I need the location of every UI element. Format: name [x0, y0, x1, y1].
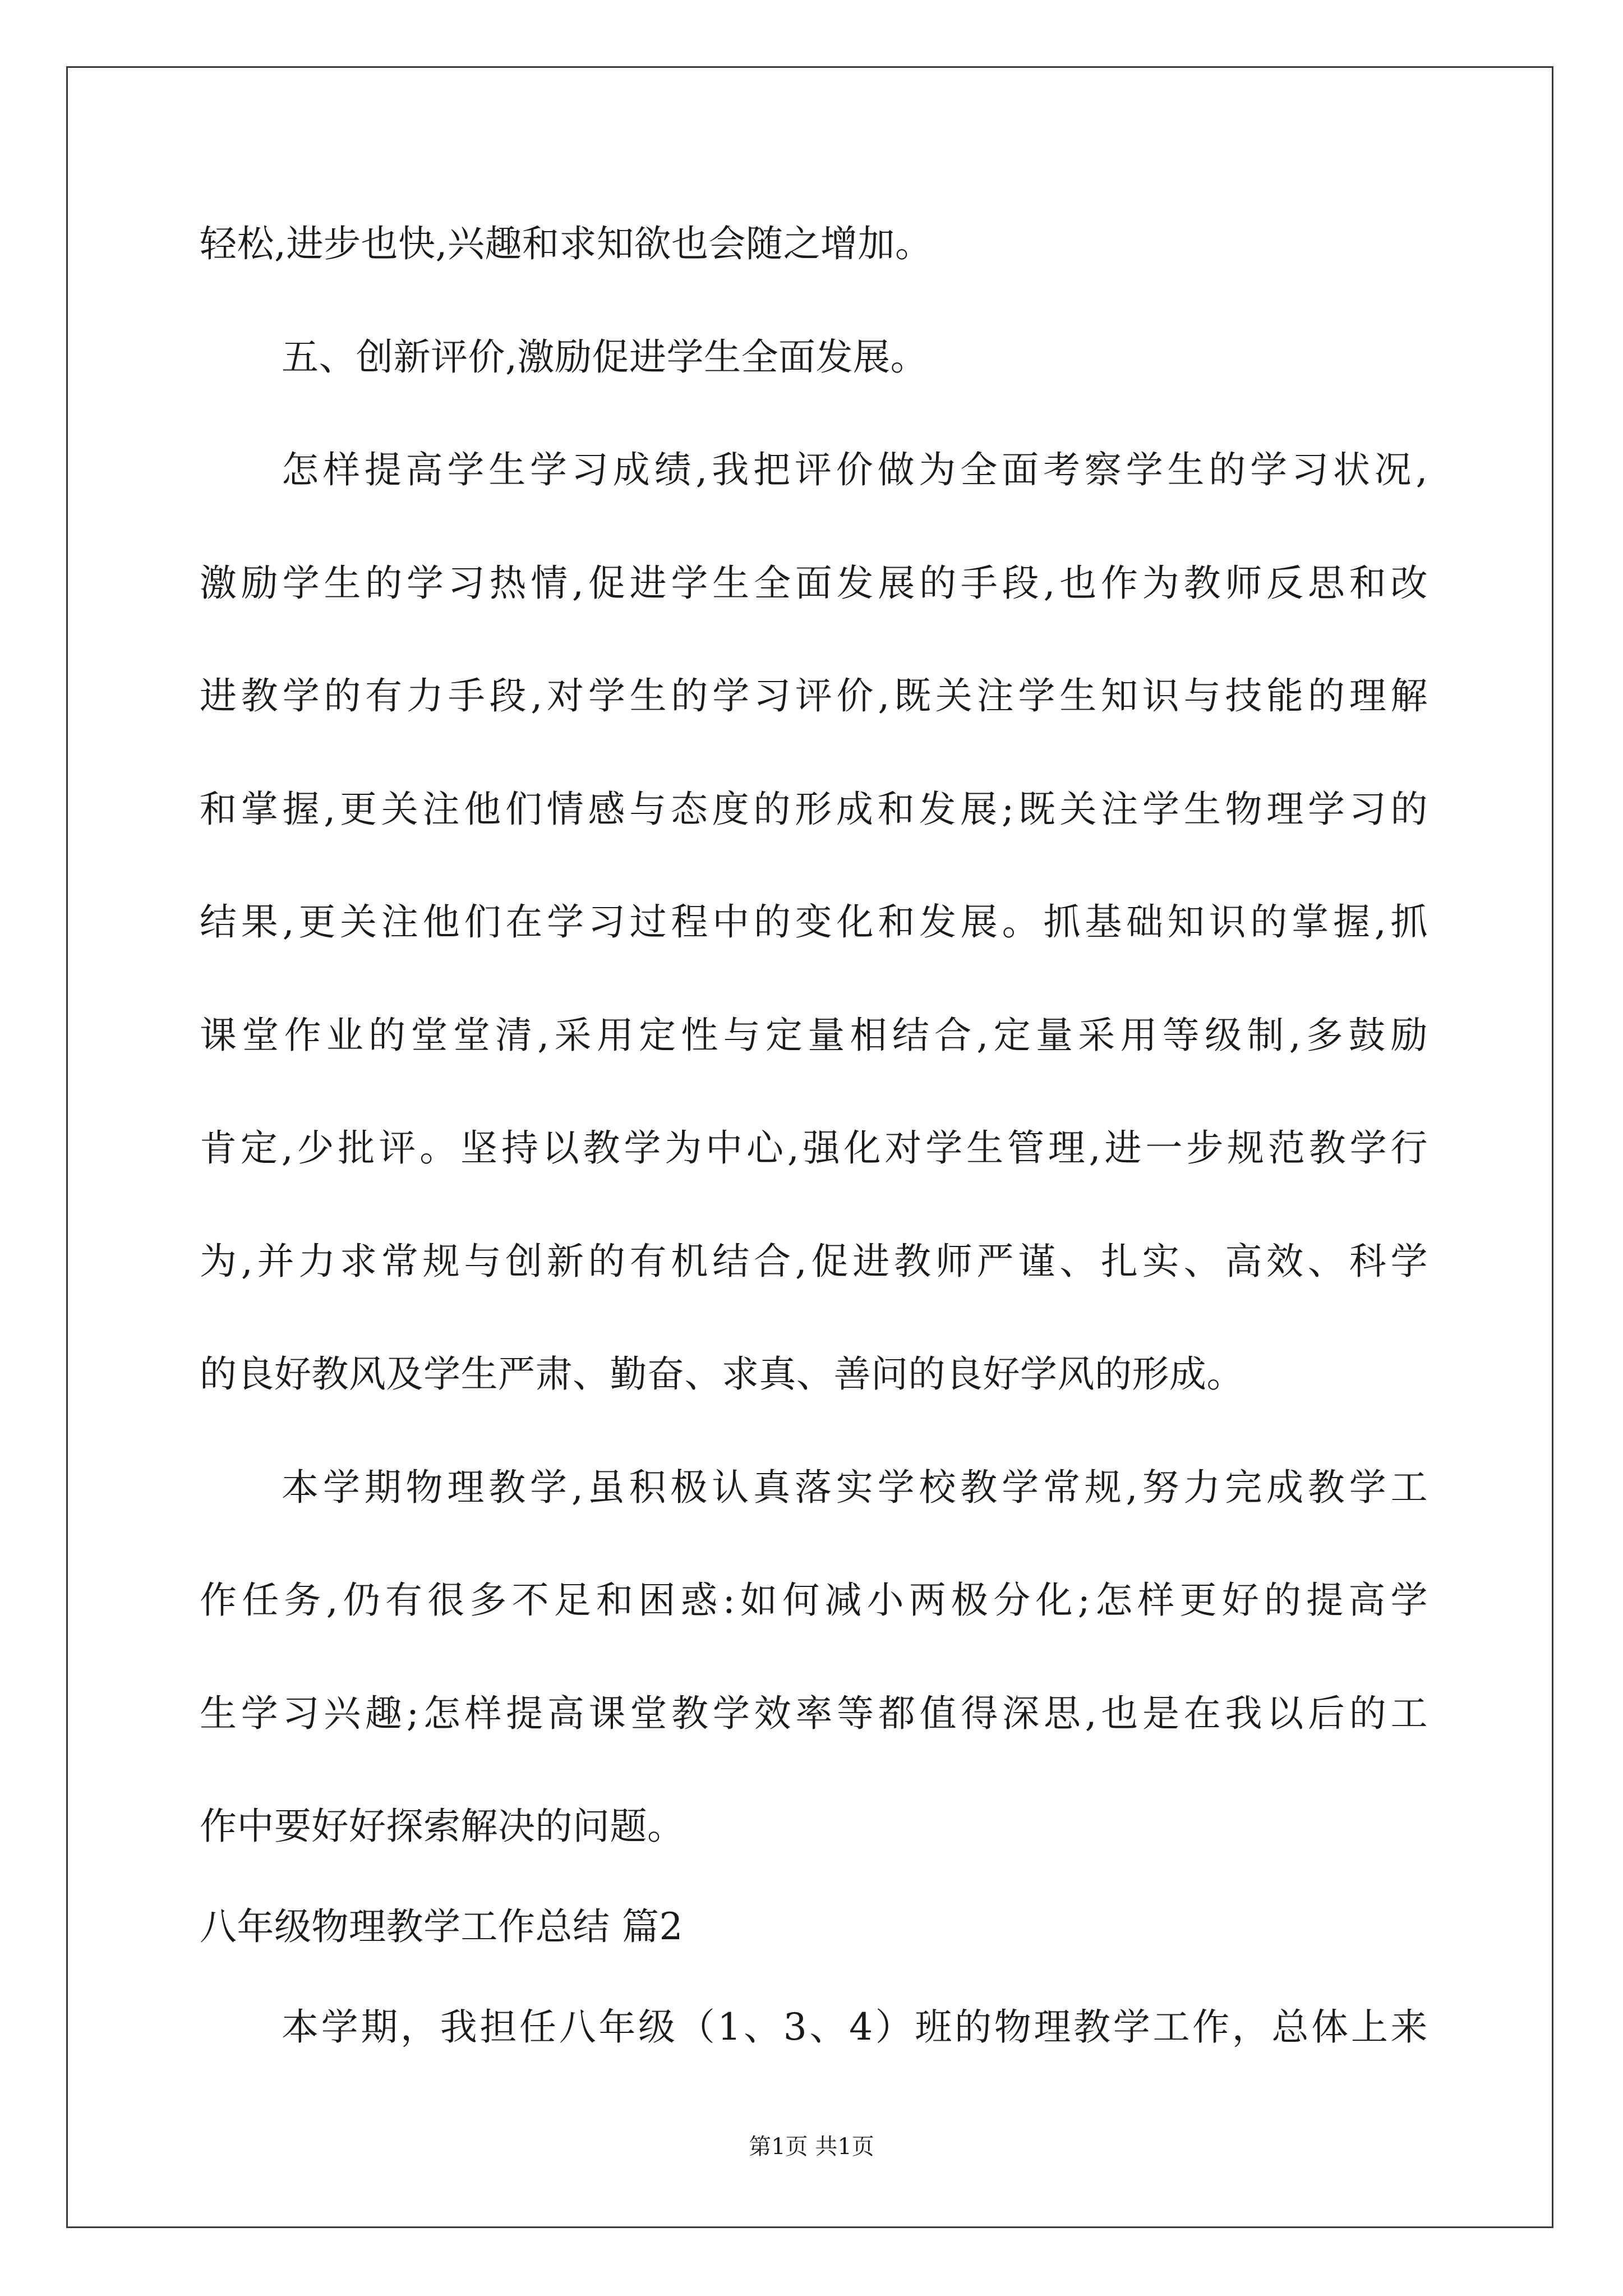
- paragraph-line: 的良好教风及学生严肃、勤奋、求真、善问的良好学风的形成。: [200, 1352, 1244, 1396]
- article-heading: 八年级物理教学工作总结 篇2: [200, 1905, 683, 1948]
- page-footer: 第1页 共1页: [749, 2134, 874, 2160]
- paragraph-line: 激励学生的学习热情,促进学生全面发展的手段,也作为教师反思和改: [200, 562, 1428, 605]
- paragraph-line: 进教学的有力手段,对学生的学习评价,既关注学生知识与技能的理解: [200, 674, 1428, 717]
- paragraph-line: 生学习兴趣;怎样提高课堂教学效率等都值得深思,也是在我以后的工: [200, 1692, 1428, 1735]
- paragraph-line: 和掌握,更关注他们情感与态度的形成和发展;既关注学生物理学习的: [200, 788, 1428, 831]
- paragraph-line: 作中要好好探索解决的问题。: [200, 1805, 685, 1848]
- paragraph-line: 本学期物理教学,虽积极认真落实学校教学常规,努力完成教学工: [282, 1466, 1428, 1509]
- paragraph-line: 肯定,少批评。坚持以教学为中心,强化对学生管理,进一步规范教学行: [200, 1126, 1428, 1170]
- paragraph-line: 本学期，我担任八年级（1、3、4）班的物理教学工作，总体上来: [282, 2005, 1428, 2049]
- section-heading: 五、创新评价,激励促进学生全面发展。: [282, 335, 928, 379]
- paragraph-line: 为,并力求常规与创新的有机结合,促进教师严谨、扎实、高效、科学: [200, 1240, 1428, 1283]
- paragraph-line: 怎样提高学生学习成绩,我把评价做为全面考察学生的学习状况,: [282, 448, 1428, 491]
- paragraph-line: 结果,更关注他们在学习过程中的变化和发展。抓基础知识的掌握,抓: [200, 900, 1428, 944]
- paragraph-line: 课堂作业的堂堂清,采用定性与定量相结合,定量采用等级制,多鼓励: [200, 1014, 1428, 1057]
- paragraph-line: 作任务,仍有很多不足和困惑:如何减小两极分化;怎样更好的提高学: [200, 1579, 1428, 1622]
- paragraph-line: 轻松,进步也快,兴趣和求知欲也会随之增加。: [200, 222, 933, 265]
